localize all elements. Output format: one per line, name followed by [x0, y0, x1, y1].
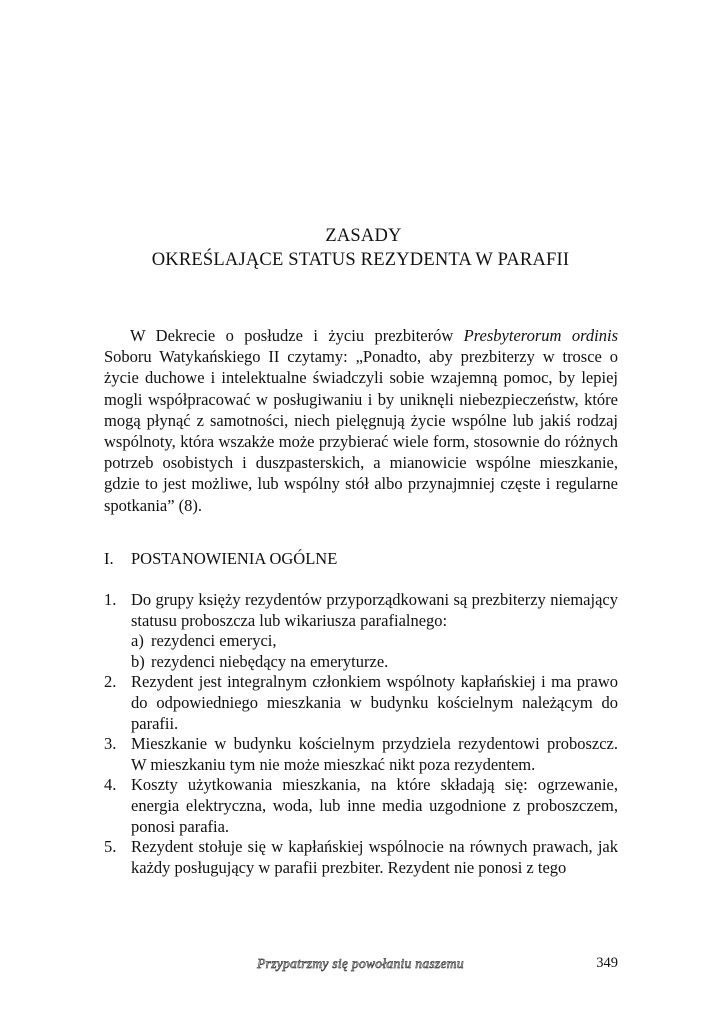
- list-item: [104, 837, 618, 878]
- list-item-number: 3.: [104, 734, 117, 754]
- list-item-text: Rezydent stołuje się w kapłańskiej wspólnocie na równych prawach, jak każdy posługujący w parafii prezbiter. Rezydent nie ponosi z tego: [131, 837, 618, 877]
- intro-italic-title: Presbyterorum ordinis: [463, 326, 618, 345]
- list-item-number: 2.: [104, 672, 117, 692]
- list-item-number: 1.: [104, 590, 117, 609]
- numbered-list: [104, 590, 618, 878]
- list-item-text: Rezydent jest integralnym członkiem wspólnoty kapłańskiej i ma prawo do odpowiedniego mieszkania w budynku kościelnym należącym do parafii.: [131, 672, 618, 733]
- section-heading: [104, 548, 337, 569]
- section-title: POSTANOWIENIA OGÓLNE: [131, 549, 338, 568]
- list-item-text: Mieszkanie w budynku kościelnym przydziela rezydentowi proboszcz. W mieszkaniu tym nie może mieszkać nikt poza rezydentem.: [131, 734, 618, 774]
- list-item: [104, 734, 618, 775]
- intro-text-rest: Soboru Watykańskiego II czytamy: „Ponadto, aby prezbiterzy w trosce o życie duchowe i intelektualne świadczyli sobie wzajemną pomoc, by lepiej mogli współpracować w posługiwaniu i by uniknęli niebezpieczeństw, które mogą płynąć z samotności, niech pielęgnują życie wspólne lub jakiś rodzaj wspólnoty, która wszakże może przybierać wiele form, stosownie do różnych potrzeb osobistych i duszpasterskich, a mianowicie wspólne mieszkanie, gdzie to jest możliwe, lub wspólny stół albo przynajmniej częste i regularne spotkania” (8).: [104, 347, 618, 515]
- list-item-text: Koszty użytkowania mieszkania, na które składają się: ogrzewanie, energia elektryczna, woda, lub inne media uzgodnione z proboszczem, ponosi parafia.: [131, 775, 618, 836]
- list-item: [104, 672, 618, 734]
- list-item: [104, 590, 618, 672]
- list-item-text: Do grupy księży rezydentów przyporządkowani są prezbiterzy niemający statusu proboszcza lub wikariusza parafialnego:: [131, 590, 618, 630]
- section-number: I.: [104, 549, 114, 568]
- list-item-number: 4.: [104, 775, 117, 795]
- sub-item-letter: a): [131, 631, 144, 651]
- list-item-number: 5.: [104, 837, 117, 857]
- sub-item: [131, 631, 618, 652]
- intro-paragraph: [104, 325, 618, 516]
- title-line-2: OKREŚLAJĄCE STATUS REZYDENTA W PARAFII: [151, 250, 570, 270]
- intro-text-start: W Dekrecie o posłudze i życiu prezbiterów: [130, 326, 464, 345]
- title-line-1: ZASADY: [325, 226, 402, 246]
- sub-item-letter: b): [131, 651, 145, 671]
- document-title: [0, 224, 721, 272]
- running-footer-title: Przypatrzmy się powołaniu naszemu: [257, 956, 464, 971]
- sub-item: [131, 652, 618, 673]
- page-number: 349: [596, 955, 618, 971]
- sub-item-text: rezydenci emeryci,: [151, 631, 277, 651]
- sub-item-text: rezydenci niebędący na emeryturze.: [151, 651, 389, 671]
- list-item: [104, 775, 618, 837]
